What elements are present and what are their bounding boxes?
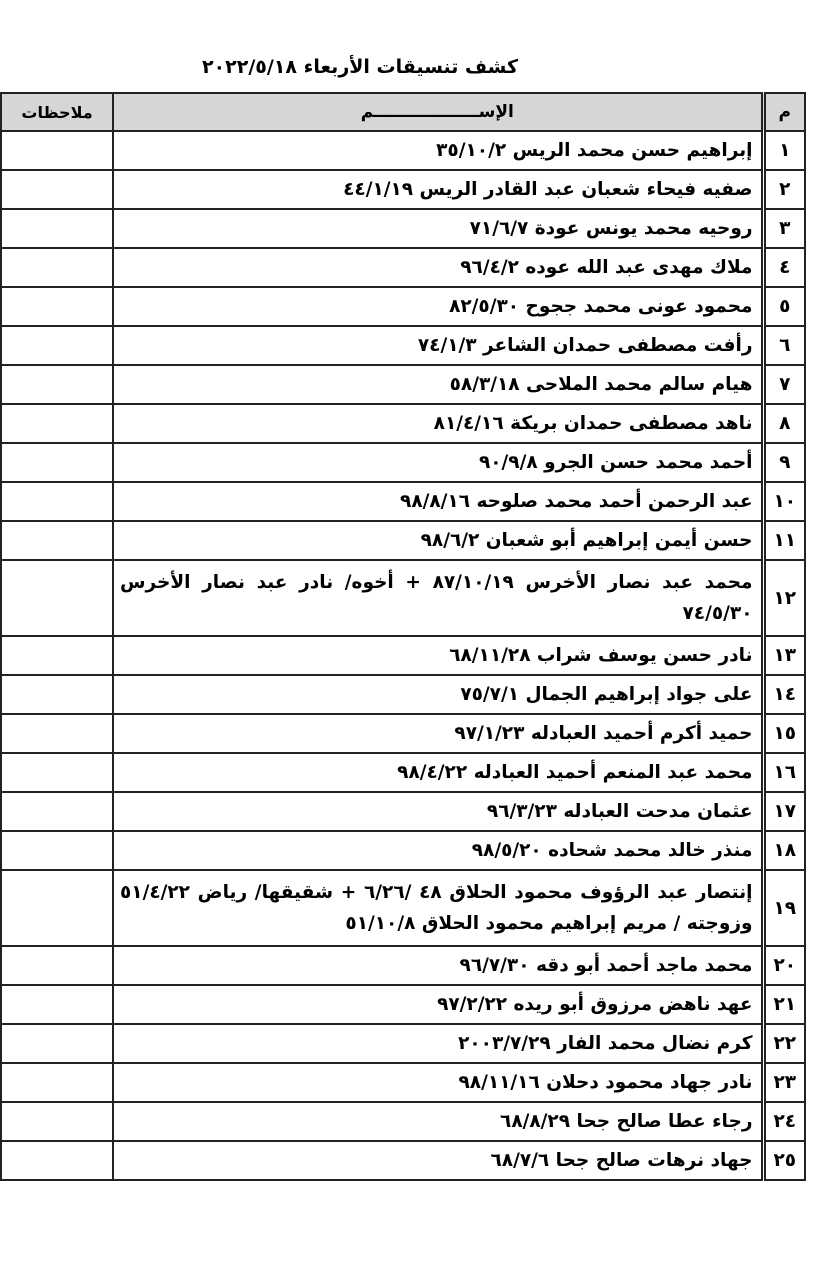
row-name: منذر خالد محمد شحاده ٩٨/٥/٢٠ bbox=[113, 831, 763, 870]
row-number: ٥ bbox=[763, 287, 805, 326]
row-number: ٢١ bbox=[763, 985, 805, 1024]
row-notes bbox=[1, 443, 113, 482]
table-row bbox=[1, 870, 805, 946]
table-row bbox=[1, 792, 805, 831]
row-name: محمد عبد نصار الأخرس ٨٧/١٠/١٩ + أخوه/ نادر عبد نصار الأخرس ٧٤/٥/٣٠ bbox=[113, 560, 763, 636]
row-notes bbox=[1, 1063, 113, 1102]
table-row bbox=[1, 131, 805, 170]
row-number: ٢٣ bbox=[763, 1063, 805, 1102]
table-row bbox=[1, 1063, 805, 1102]
page-title: كشف تنسيقات الأربعاء ٢٠٢٢/٥/١٨ bbox=[201, 56, 519, 78]
table-row bbox=[1, 714, 805, 753]
row-number: ٢٥ bbox=[763, 1141, 805, 1180]
table-row bbox=[1, 831, 805, 870]
table-row bbox=[1, 636, 805, 675]
row-number: ١٤ bbox=[763, 675, 805, 714]
row-name: هيام سالم محمد الملاحى ٥٨/٣/١٨ bbox=[113, 365, 763, 404]
row-notes bbox=[1, 714, 113, 753]
row-name: رأفت مصطفى حمدان الشاعر ٧٤/١/٣ bbox=[113, 326, 763, 365]
row-name: صفيه فيحاء شعبان عبد القادر الريس ٤٤/١/١٩ bbox=[113, 170, 763, 209]
table-row bbox=[1, 482, 805, 521]
names-table-wrapper bbox=[0, 92, 804, 1181]
row-number: ١ bbox=[763, 131, 805, 170]
table-row bbox=[1, 287, 805, 326]
row-notes bbox=[1, 753, 113, 792]
row-notes bbox=[1, 946, 113, 985]
table-header-row bbox=[1, 93, 805, 131]
row-name: نادر حسن يوسف شراب ٦٨/١١/٢٨ bbox=[113, 636, 763, 675]
row-number: ٤ bbox=[763, 248, 805, 287]
table-row bbox=[1, 1102, 805, 1141]
row-notes bbox=[1, 170, 113, 209]
row-name: محمد عبد المنعم أحميد العبادله ٩٨/٤/٢٢ bbox=[113, 753, 763, 792]
row-name: إبراهيم حسن محمد الريس ٣٥/١٠/٢ bbox=[113, 131, 763, 170]
table-row bbox=[1, 521, 805, 560]
row-notes bbox=[1, 482, 113, 521]
table-row bbox=[1, 209, 805, 248]
row-name: روحيه محمد يونس عودة ٧١/٦/٧ bbox=[113, 209, 763, 248]
row-number: ١٣ bbox=[763, 636, 805, 675]
row-number: ٦ bbox=[763, 326, 805, 365]
row-number: ١٥ bbox=[763, 714, 805, 753]
row-name: عبد الرحمن أحمد محمد صلوحه ٩٨/٨/١٦ bbox=[113, 482, 763, 521]
row-number: ٢ bbox=[763, 170, 805, 209]
table-row bbox=[1, 753, 805, 792]
row-notes bbox=[1, 831, 113, 870]
row-notes bbox=[1, 792, 113, 831]
row-name: ناهد مصطفى حمدان بريكة ٨١/٤/١٦ bbox=[113, 404, 763, 443]
row-number: ٣ bbox=[763, 209, 805, 248]
row-number: ١١ bbox=[763, 521, 805, 560]
header-number: م bbox=[763, 93, 805, 131]
row-name: جهاد نرهات صالح جحا ٦٨/٧/٦ bbox=[113, 1141, 763, 1180]
row-number: ١٠ bbox=[763, 482, 805, 521]
row-notes bbox=[1, 675, 113, 714]
row-number: ١٢ bbox=[763, 560, 805, 636]
row-number: ٢٢ bbox=[763, 1024, 805, 1063]
table-row bbox=[1, 675, 805, 714]
table-row bbox=[1, 248, 805, 287]
row-number: ٨ bbox=[763, 404, 805, 443]
row-name: رجاء عطا صالح جحا ٦٨/٨/٢٩ bbox=[113, 1102, 763, 1141]
row-notes bbox=[1, 365, 113, 404]
row-name: أحمد محمد حسن الجرو ٩٠/٩/٨ bbox=[113, 443, 763, 482]
table-body bbox=[1, 131, 805, 1180]
row-notes bbox=[1, 1141, 113, 1180]
row-number: ١٦ bbox=[763, 753, 805, 792]
row-number: ٢٠ bbox=[763, 946, 805, 985]
row-notes bbox=[1, 326, 113, 365]
row-notes bbox=[1, 131, 113, 170]
header-notes: ملاحظات bbox=[1, 93, 113, 131]
row-number: ٢٤ bbox=[763, 1102, 805, 1141]
names-table bbox=[0, 92, 806, 1181]
table-row bbox=[1, 404, 805, 443]
row-notes bbox=[1, 870, 113, 946]
row-notes bbox=[1, 636, 113, 675]
row-number: ١٨ bbox=[763, 831, 805, 870]
row-name: إنتصار عبد الرؤوف محمود الحلاق ٤٨ /٦/٢٦ + شقيقها/ رياض ٥١/٤/٢٢ وزوجته / مريم إبراهيم محمود الحلاق ٥١/١٠/٨ bbox=[113, 870, 763, 946]
row-name: ملاك مهدى عبد الله عوده ٩٦/٤/٢ bbox=[113, 248, 763, 287]
table-row bbox=[1, 985, 805, 1024]
row-notes bbox=[1, 209, 113, 248]
row-notes bbox=[1, 1102, 113, 1141]
row-name: على جواد إبراهيم الجمال ٧٥/٧/١ bbox=[113, 675, 763, 714]
row-name: محمود عونى محمد ججوح ٨٢/٥/٣٠ bbox=[113, 287, 763, 326]
row-name: حسن أيمن إبراهيم أبو شعبان ٩٨/٦/٢ bbox=[113, 521, 763, 560]
row-notes bbox=[1, 248, 113, 287]
row-name: حميد أكرم أحميد العبادله ٩٧/١/٢٣ bbox=[113, 714, 763, 753]
table-row bbox=[1, 1024, 805, 1063]
table-row bbox=[1, 365, 805, 404]
row-notes bbox=[1, 521, 113, 560]
row-name: عهد ناهض مرزوق أبو ريده ٩٧/٢/٢٢ bbox=[113, 985, 763, 1024]
table-row bbox=[1, 560, 805, 636]
table-row bbox=[1, 443, 805, 482]
table-row bbox=[1, 946, 805, 985]
row-number: ١٧ bbox=[763, 792, 805, 831]
row-name: عثمان مدحت العبادله ٩٦/٣/٢٣ bbox=[113, 792, 763, 831]
row-name: نادر جهاد محمود دحلان ٩٨/١١/١٦ bbox=[113, 1063, 763, 1102]
row-name: محمد ماجد أحمد أبو دقه ٩٦/٧/٣٠ bbox=[113, 946, 763, 985]
header-name: الإســــــــــــــــــم bbox=[113, 93, 763, 131]
row-number: ١٩ bbox=[763, 870, 805, 946]
row-number: ٩ bbox=[763, 443, 805, 482]
row-name: كرم نضال محمد الفار ٢٠٠٣/٧/٢٩ bbox=[113, 1024, 763, 1063]
table-row bbox=[1, 170, 805, 209]
row-notes bbox=[1, 985, 113, 1024]
row-number: ٧ bbox=[763, 365, 805, 404]
table-row bbox=[1, 1141, 805, 1180]
row-notes bbox=[1, 404, 113, 443]
table-row bbox=[1, 326, 805, 365]
row-notes bbox=[1, 1024, 113, 1063]
row-notes bbox=[1, 287, 113, 326]
row-notes bbox=[1, 560, 113, 636]
